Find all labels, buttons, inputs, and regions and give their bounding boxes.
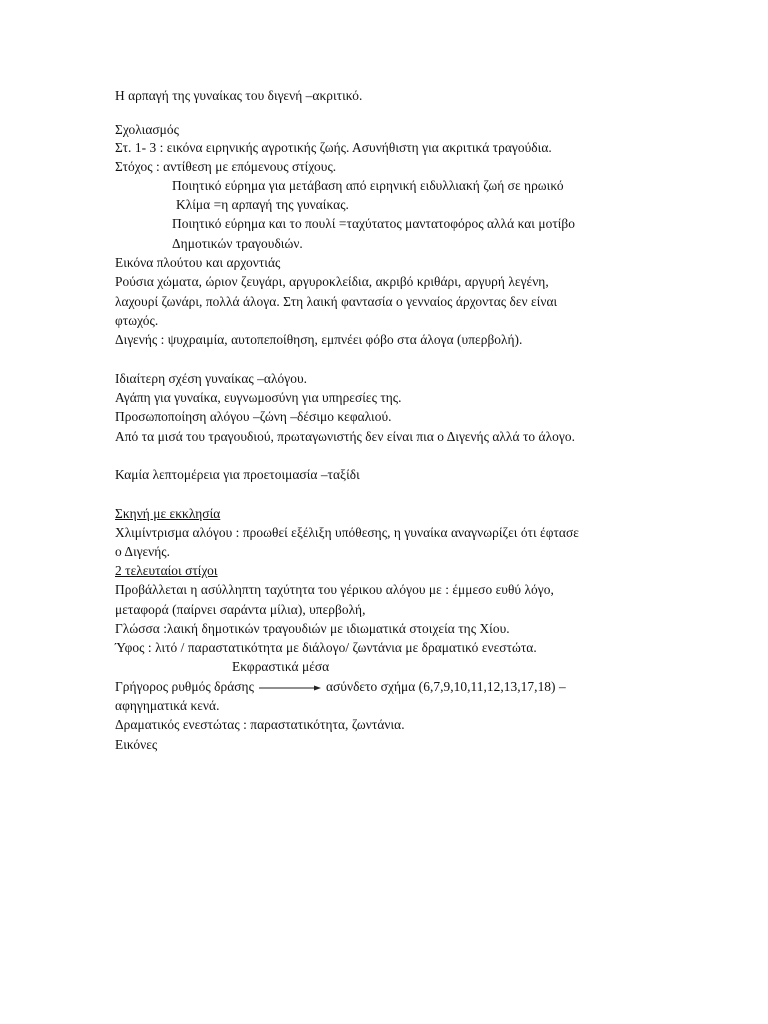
section-heading-last-verses: 2 τελευταίοι στίχοι xyxy=(115,563,218,578)
text-line: Ιδιαίτερη σχέση γυναίκας –αλόγου. xyxy=(115,371,308,386)
arrow-right-icon xyxy=(258,683,322,693)
text-line: μεταφορά (παίρνει σαράντα μίλια), υπερβολή, xyxy=(115,602,366,617)
section-heading-commentary: Σχολιασμός xyxy=(115,122,179,137)
text-line: Ποιητικό εύρημα και το πουλί =ταχύτατος μαντατοφόρος αλλά και μοτίβο xyxy=(172,216,576,231)
subheading-expressive-means: Εκφραστικά μέσα xyxy=(232,659,330,674)
text-line: Προσωποποίηση αλόγου –ζώνη –δέσιμο κεφαλιού. xyxy=(115,409,392,424)
text-line: Δημοτικών τραγουδιών. xyxy=(172,236,303,251)
text-line: Στόχος : αντίθεση με επόμενους στίχους. xyxy=(115,159,337,174)
text-line: Εικόνες xyxy=(115,737,158,752)
text-line: Καμία λεπτομέρεια για προετοιμασία –ταξίδι xyxy=(115,467,360,482)
text-line: ο Διγενής. xyxy=(115,544,171,559)
text-line: Δραματικός ενεστώτας : παραστατικότητα, ζωντάνια. xyxy=(115,717,405,732)
text-fragment: Γρήγορος ρυθμός δράσης xyxy=(115,679,254,694)
text-line: Εικόνα πλούτου και αρχοντιάς xyxy=(115,255,281,270)
text-line-with-arrow xyxy=(115,677,566,697)
document-title: Η αρπαγή της γυναίκας του διγενή –ακριτικό. xyxy=(115,88,363,103)
text-line: αφηγηματικά κενά. xyxy=(115,698,220,713)
text-fragment: ασύνδετο σχήμα (6,7,9,10,11,12,13,17,18) – xyxy=(325,679,566,694)
text-line: Κλίμα =η αρπαγή της γυναίκας. xyxy=(176,197,349,212)
text-line: Ρούσια χώματα, ώριον ζευγάρι, αργυροκλείδια, ακριβό κριθάρι, αργυρή λεγένη, xyxy=(115,274,549,289)
text-line: Χλιμίντρισμα αλόγου : προωθεί εξέλιξη υπόθεσης, η γυναίκα αναγνωρίζει ότι έφτασε xyxy=(115,525,579,540)
text-line: Στ. 1- 3 : εικόνα ειρηνικής αγροτικής ζωής. Ασυνήθιστη για ακριτικά τραγούδια. xyxy=(115,140,552,155)
text-line: φτωχός. xyxy=(115,313,159,328)
text-line: Γλώσσα :λαική δημοτικών τραγουδιών με ιδιωματικά στοιχεία της Χίου. xyxy=(115,621,510,636)
text-line: Διγενής : ψυχραιμία, αυτοπεποίθηση, εμπνέει φόβο στα άλογα (υπερβολή). xyxy=(115,332,523,347)
text-line: Ύφος : λιτό / παραστατικότητα με διάλογο/ ζωντάνια με δραματικό ενεστώτα. xyxy=(115,640,537,655)
text-line: Προβάλλεται η ασύλληπτη ταχύτητα του γέρικου αλόγου με : έμμεσο ευθύ λόγο, xyxy=(115,582,554,597)
text-line: Αγάπη για γυναίκα, ευγνωμοσύνη για υπηρεσίες της. xyxy=(115,390,402,405)
section-heading-church-scene: Σκηνή με εκκλησία xyxy=(115,506,221,521)
text-line: Ποιητικό εύρημα για μετάβαση από ειρηνική ειδυλλιακή ζωή σε ηρωικό xyxy=(172,178,564,193)
text-line: Από τα μισά του τραγουδιού, πρωταγωνιστής δεν είναι πια ο Διγενής αλλά το άλογο. xyxy=(115,429,575,444)
text-line: λαχουρί ζωνάρι, πολλά άλογα. Στη λαική φαντασία ο γενναίος άρχοντας δεν είναι xyxy=(115,294,558,309)
